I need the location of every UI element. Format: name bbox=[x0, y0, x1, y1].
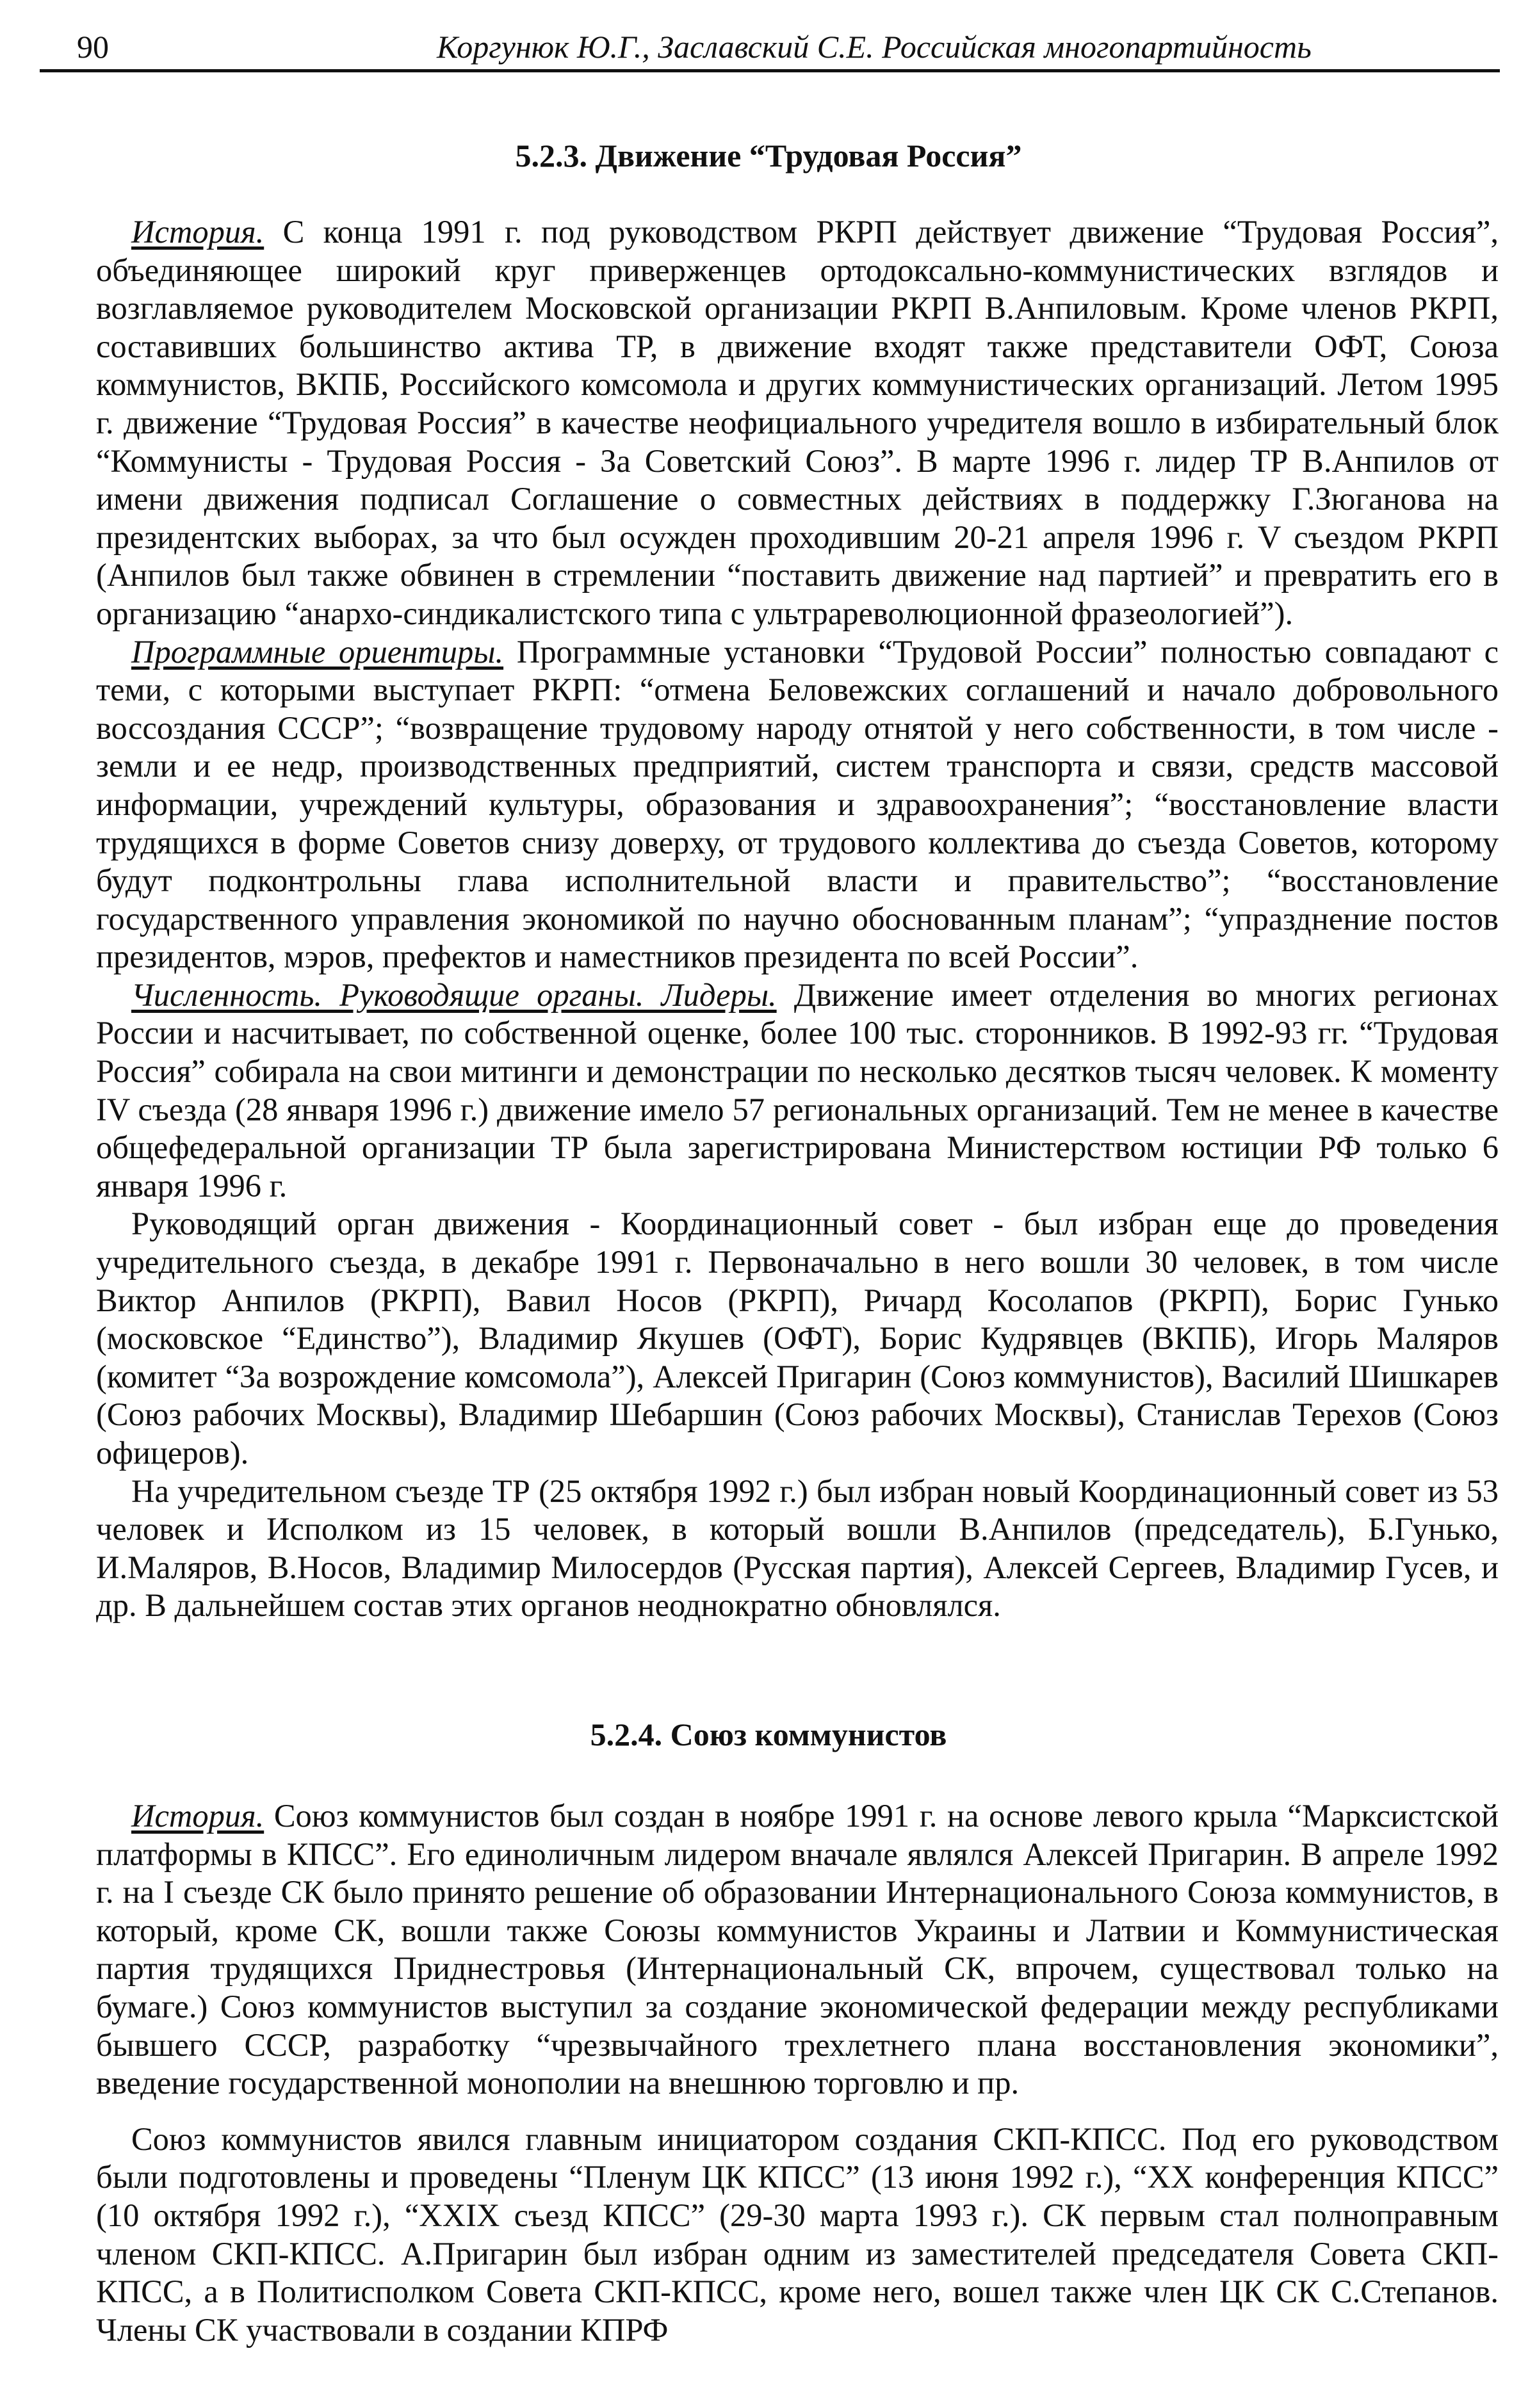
paragraph-text: Программные установки “Трудовой России” полностью совпадают с теми, с которыми выступает РКРП: “отмена Беловежских соглашений и начало добровольного воссоздания СССР”; “возвращение трудовому народу отнятой у него собственности, в том числе - земли и ее недр, производственных предприятий, систем транспорта и связи, средств массовой информации, учреждений культуры, образования и здравоохранения”; “восстановление власти трудящихся в форме Советов снизу доверху, от трудового коллектива до съезда Советов, которому будут подконтрольны глава исполнительной власти и правительство”; “восстановление государственного управления экономикой по научно обоснованным планам”; “упразднение постов президентов, мэров, префектов и наместников президента по всей России”. bbox=[96, 633, 1499, 975]
paragraph-text: Движение имеет отделения во многих регионах России и насчитывает, по собственной оценке, более 100 тыс. сторонников. В 1992-93 гг. “Трудовая Россия” собирала на свои митинги и демонстрации по несколько десятков тысяч человек. К моменту IV съезда (28 января 1996 г.) движение имело 57 региональных организаций. Тем не менее в качестве общефедеральной организации ТР была зарегистрирована Министерством юстиции РФ только 6 января 1996 г. bbox=[96, 976, 1499, 1204]
paragraph-history bbox=[96, 213, 1499, 633]
paragraph-text: Союз коммунистов явился главным инициатором создания СКП-КПСС. Под его руководством были подготовлены и проведены “Пленум ЦК КПСС” (13 июня 1992 г.), “XX конференция КПСС” (10 октября 1992 г.), “XXIX съезд КПСС” (29-30 марта 1993 г.). СК первым стал полноправным членом СКП-КПСС. А.Пригарин был избран одним из заместителей председателя Совета СКП-КПСС, а в Политисполком Совета СКП-КПСС, кроме него, вошел также член ЦК СК С.Степанов. Члены СК участвовали в создании КПРФ bbox=[96, 2121, 1499, 2348]
paragraph-membership bbox=[96, 976, 1499, 1206]
running-title: Коргунюк Ю.Г., Заславский С.Е. Российская многопартийность bbox=[437, 29, 1312, 65]
rubric-program: Программные ориентиры. bbox=[131, 633, 504, 670]
paragraph-skp-kpss bbox=[96, 2121, 1499, 2350]
section-heading-soyuz-kommunistov: 5.2.4. Союз коммунистов bbox=[590, 1717, 947, 1752]
paragraph-text: Союз коммунистов был создан в ноябре 1991 г. на основе левого крыла “Марксистской платформы в КПСС”. Его единоличным лидером вначале являлся Алексей Пригарин. В апреле 1992 г. на I съезде СК было принято решение об образовании Интернационального Союза коммунистов, в который, кроме СК, вошли также Союзы коммунистов Украины и Латвии и Коммунистическая партия трудящихся Приднестровья (Интернациональный СК, впрочем, существовал только на бумаге.) Союз коммунистов выступил за создание экономической федерации между республиками бывшего СССР, разработку “чрезвычайного трехлетнего плана восстановления экономики”, введение государственной монополии на внешнюю торговлю и пр. bbox=[96, 1798, 1499, 2101]
rubric-history: История. bbox=[131, 1798, 264, 1834]
paragraph-text: Руководящий орган движения - Координационный совет - был избран еще до проведения учредительного съезда, в декабре 1991 г. Первоначально в него вошли 30 человек, в том числе Виктор Анпилов (РКРП), Вавил Носов (РКРП), Ричард Косолапов (РКРП), Борис Гунько (московское “Единство”), Владимир Якушев (ОФТ), Борис Кудрявцев (ВКПБ), Игорь Маляров (комитет “За возрождение комсомола”), Алексей Пригарин (Союз коммунистов), Василий Шишкарев (Союз рабочих Москвы), Владимир Шебаршин (Союз рабочих Москвы), Станислав Терехов (Союз офицеров). bbox=[96, 1206, 1499, 1471]
running-header bbox=[40, 27, 1500, 72]
rubric-history: История. bbox=[131, 214, 264, 250]
page-number: 90 bbox=[77, 29, 109, 65]
paragraph-governing-body bbox=[96, 1205, 1499, 1472]
paragraph-founding-congress bbox=[96, 1473, 1499, 1625]
section-heading-trudovaya-rossiya: 5.2.3. Движение “Трудовая Россия” bbox=[515, 138, 1022, 174]
paragraph-program bbox=[96, 633, 1499, 976]
paragraph-text: На учредительном съезде ТР (25 октября 1992 г.) был избран новый Координационный совет из 53 человек и Исполком из 15 человек, в который вошли В.Анпилов (председатель), Б.Гунько, И.Маляров, В.Носов, Владимир Милосердов (Русская партия), Алексей Сергеев, Владимир Гусев, и др. В дальнейшем состав этих органов неоднократно обновлялся. bbox=[96, 1473, 1499, 1624]
section-body-soyuz-kommunistov bbox=[96, 1797, 1499, 2349]
section-body-trudovaya-rossiya bbox=[96, 213, 1499, 1625]
rubric-membership: Численность. Руководящие органы. Лидеры. bbox=[131, 976, 777, 1013]
paragraph-text: С конца 1991 г. под руководством РКРП действует движение “Трудовая Россия”, объединяющее широкий круг приверженцев ортодоксально-коммунистических взглядов и возглавляемое руководителем Московской организации РКРП В.Анпиловым. Кроме членов РКРП, составивших большинство актива ТР, в движение входят также представители ОФТ, Союза коммунистов, ВКПБ, Российского комсомола и других коммунистических организаций. Летом 1995 г. движение “Трудовая Россия” в качестве неофициального учредителя вошло в избирательный блок “Коммунисты - Трудовая Россия - За Советский Союз”. В марте 1996 г. лидер ТР В.Анпилов от имени движения подписал Соглашение о совместных действиях в поддержку Г.Зюганова на президентских выборах, за что был осужден проходившим 20-21 апреля 1996 г. V съездом РКРП (Анпилов был также обвинен в стремлении “поставить движение над партией” и превратить его в организацию “анархо-синдикалистского типа с ультрареволюционной фразеологией”). bbox=[96, 214, 1499, 631]
paragraph-history bbox=[96, 1797, 1499, 2103]
